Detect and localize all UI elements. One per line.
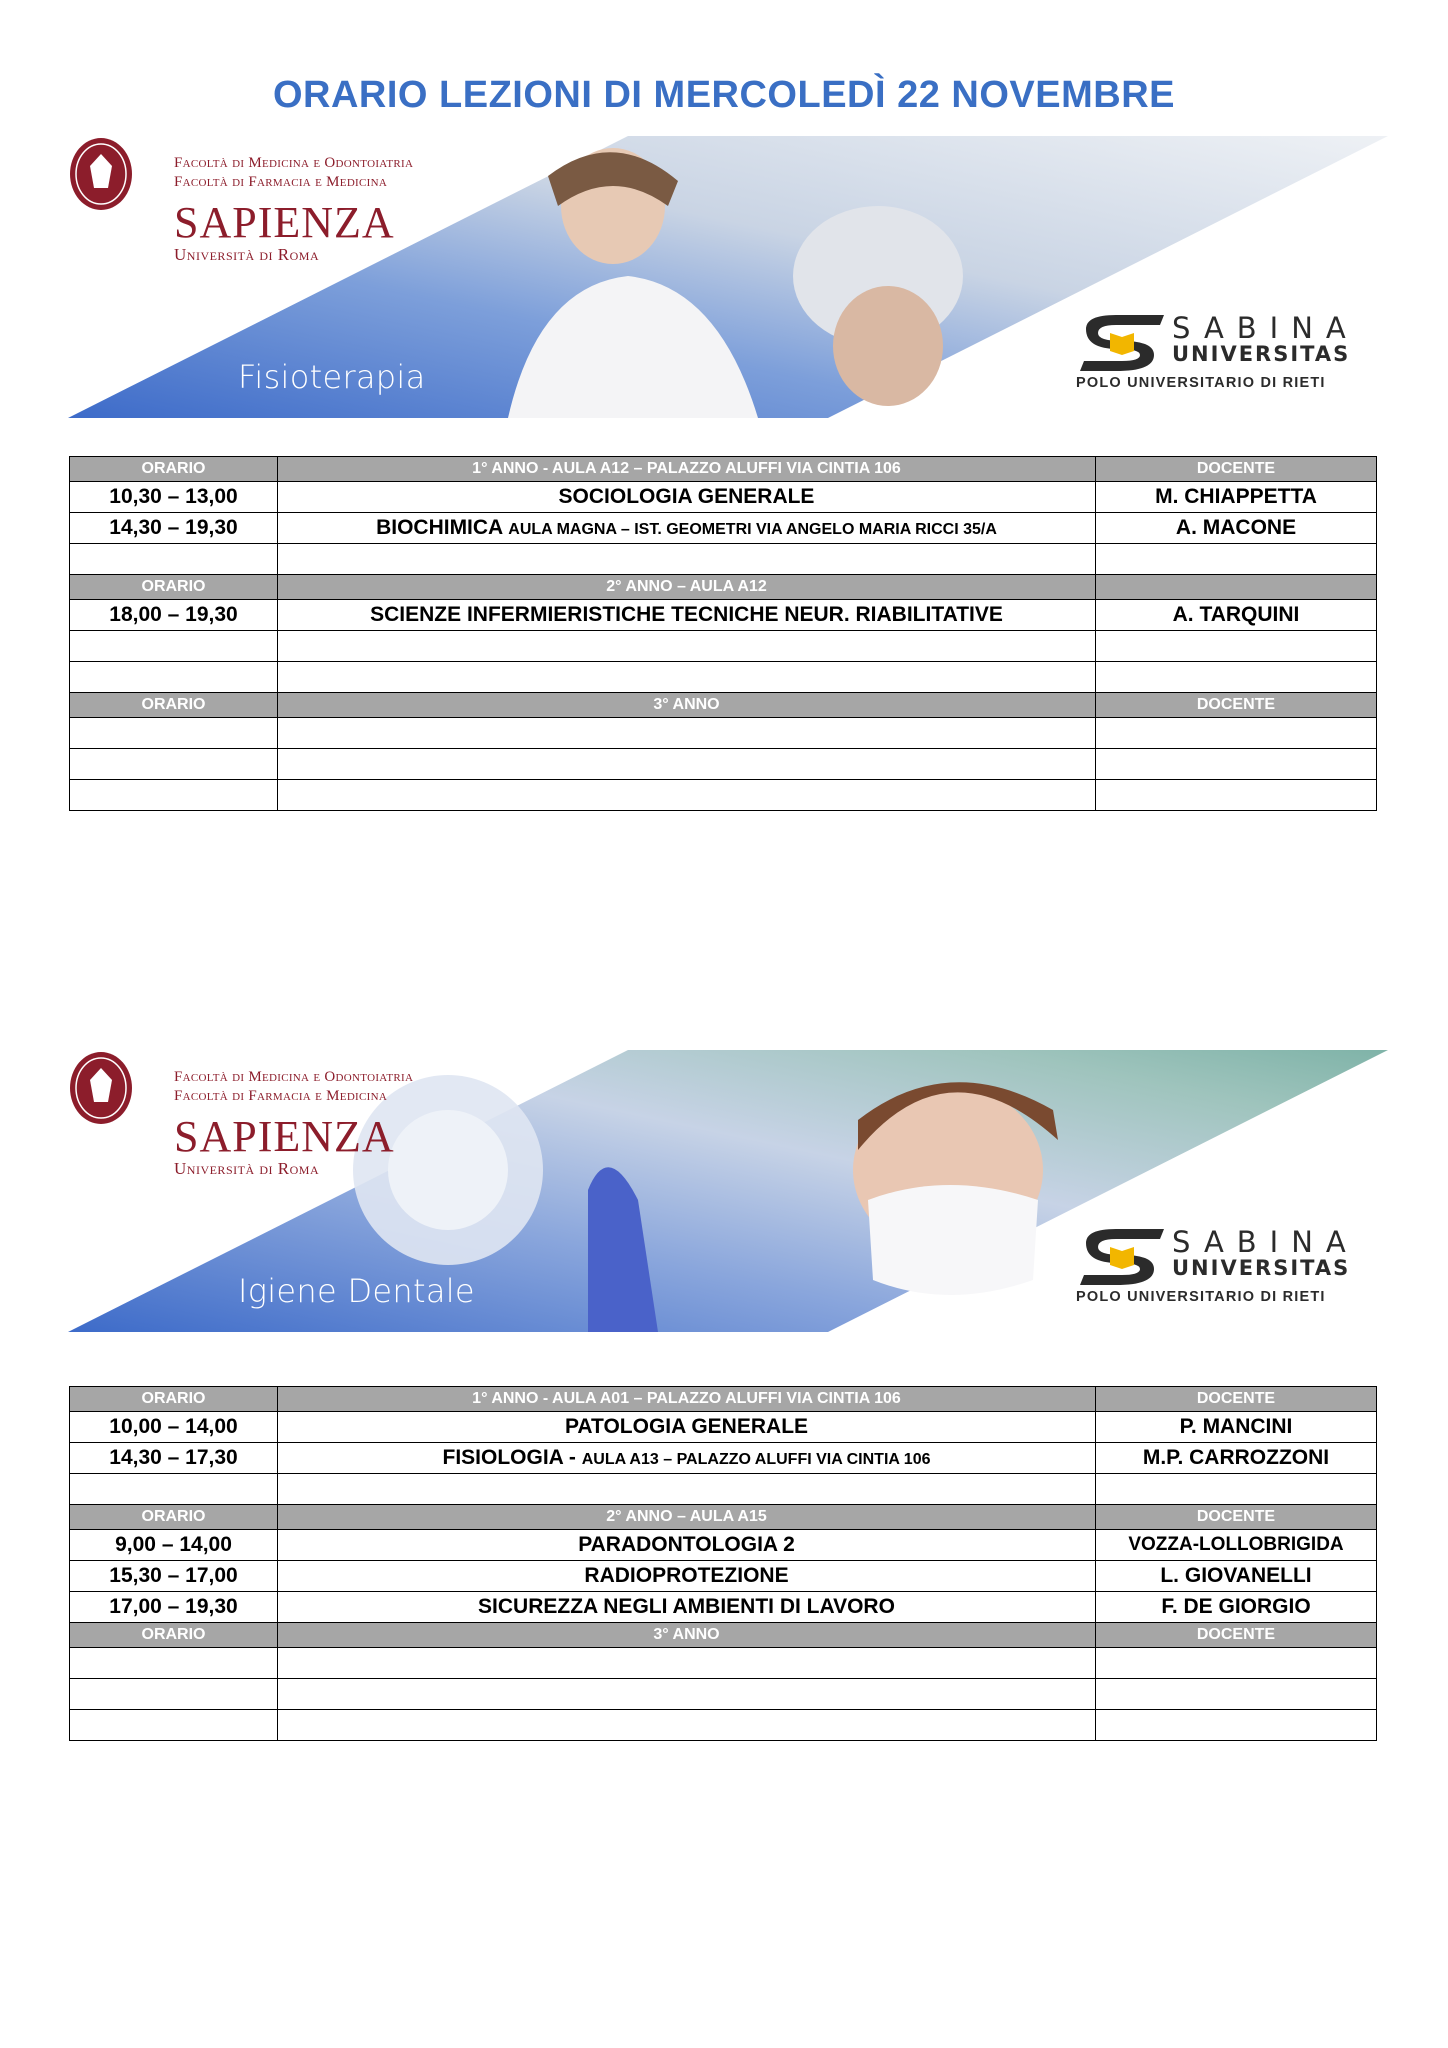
header-cell: ORARIO bbox=[70, 1387, 278, 1412]
table-row bbox=[70, 513, 1377, 544]
table-row bbox=[70, 1530, 1377, 1561]
time-cell: 14,30 – 17,30 bbox=[70, 1443, 278, 1474]
header-cell: 3° ANNO bbox=[278, 1623, 1096, 1648]
empty-row bbox=[70, 631, 1377, 662]
time-cell: 9,00 – 14,00 bbox=[70, 1530, 278, 1561]
sabina-polo: POLO UNIVERSITARIO DI RIETI bbox=[1076, 1289, 1326, 1305]
subject-cell bbox=[278, 1443, 1096, 1474]
empty-row bbox=[70, 718, 1377, 749]
empty-row bbox=[70, 1648, 1377, 1679]
university-name: SAPIENZA bbox=[174, 1112, 395, 1161]
sabina-sub: UNIVERSITAS bbox=[1172, 1256, 1351, 1280]
university-sub: Università di Roma bbox=[174, 1159, 320, 1178]
header-cell: ORARIO bbox=[70, 1505, 278, 1530]
teacher-cell: L. GIOVANELLI bbox=[1096, 1561, 1377, 1592]
table-row bbox=[70, 1592, 1377, 1623]
sapienza-logo bbox=[174, 1068, 413, 1178]
faculty-line-1: Facoltà di Medicina e Odontoiatria bbox=[174, 1069, 414, 1085]
header-cell: 1° ANNO - AULA A12 – PALAZZO ALUFFI VIA CINTIA 106 bbox=[278, 457, 1096, 482]
teacher-cell: F. DE GIORGIO bbox=[1096, 1592, 1377, 1623]
sabina-sub: UNIVERSITAS bbox=[1172, 342, 1351, 366]
header-cell: 3° ANNO bbox=[278, 693, 1096, 718]
sabina-logo bbox=[1076, 311, 1376, 391]
header-cell bbox=[1096, 575, 1377, 600]
subject-cell: SCIENZE INFERMIERISTICHE TECNICHE NEUR. RIABILITATIVE bbox=[278, 600, 1096, 631]
table-header-row bbox=[70, 575, 1377, 600]
subject-cell: PARADONTOLOGIA 2 bbox=[278, 1530, 1096, 1561]
page-title: ORARIO LEZIONI DI MERCOLEDÌ 22 NOVEMBRE bbox=[272, 74, 1176, 116]
empty-row bbox=[70, 544, 1377, 575]
time-cell: 10,00 – 14,00 bbox=[70, 1412, 278, 1443]
header-cell: 2° ANNO – AULA A15 bbox=[278, 1505, 1096, 1530]
banner-igiene-dentale bbox=[68, 1050, 1388, 1332]
sabina-logo bbox=[1076, 1225, 1376, 1305]
teacher-cell: A. MACONE bbox=[1096, 513, 1377, 544]
teacher-cell: M. CHIAPPETTA bbox=[1096, 482, 1377, 513]
empty-row bbox=[70, 1679, 1377, 1710]
header-cell: ORARIO bbox=[70, 457, 278, 482]
banner-fisioterapia bbox=[68, 136, 1388, 418]
empty-row bbox=[70, 749, 1377, 780]
table-row bbox=[70, 1412, 1377, 1443]
table-header-row bbox=[70, 1505, 1377, 1530]
subject-note: AULA A13 – PALAZZO ALUFFI VIA CINTIA 106 bbox=[581, 1451, 931, 1468]
patient-face bbox=[833, 286, 943, 406]
header-cell: DOCENTE bbox=[1096, 1623, 1377, 1648]
university-sub: Università di Roma bbox=[174, 245, 320, 264]
time-cell: 14,30 – 19,30 bbox=[70, 513, 278, 544]
empty-row bbox=[70, 780, 1377, 811]
header-cell: DOCENTE bbox=[1096, 693, 1377, 718]
teacher-cell: VOZZA-LOLLOBRIGIDA bbox=[1096, 1530, 1377, 1561]
header-cell: DOCENTE bbox=[1096, 457, 1377, 482]
time-cell: 10,30 – 13,00 bbox=[70, 482, 278, 513]
course-name: Fisioterapia bbox=[238, 358, 426, 396]
empty-row bbox=[70, 662, 1377, 693]
subject-cell: SOCIOLOGIA GENERALE bbox=[278, 482, 1096, 513]
subject-cell bbox=[278, 513, 1096, 544]
faculty-line-1: Facoltà di Medicina e Odontoiatria bbox=[174, 155, 414, 171]
schedule-table-fisioterapia bbox=[69, 456, 1377, 811]
faculty-line-2: Facoltà di Farmacia e Medicina bbox=[174, 174, 388, 190]
header-cell: ORARIO bbox=[70, 1623, 278, 1648]
header-cell: DOCENTE bbox=[1096, 1505, 1377, 1530]
table-row bbox=[70, 1561, 1377, 1592]
teacher-cell: P. MANCINI bbox=[1096, 1412, 1377, 1443]
table-header-row bbox=[70, 1387, 1377, 1412]
empty-row bbox=[70, 1710, 1377, 1741]
table-row bbox=[70, 482, 1377, 513]
teacher-cell: M.P. CARROZZONI bbox=[1096, 1443, 1377, 1474]
header-cell: ORARIO bbox=[70, 575, 278, 600]
time-cell: 17,00 – 19,30 bbox=[70, 1592, 278, 1623]
subject-cell: PATOLOGIA GENERALE bbox=[278, 1412, 1096, 1443]
header-cell: 2° ANNO – AULA A12 bbox=[278, 575, 1096, 600]
header-cell: DOCENTE bbox=[1096, 1387, 1377, 1412]
sabina-name: SABINA bbox=[1172, 311, 1359, 345]
schedule-table-igiene-dentale bbox=[69, 1386, 1377, 1741]
sapienza-seal-icon bbox=[68, 1050, 134, 1126]
subject-cell: RADIOPROTEZIONE bbox=[278, 1561, 1096, 1592]
course-name: Igiene Dentale bbox=[238, 1272, 475, 1310]
table-header-row bbox=[70, 1623, 1377, 1648]
sabina-polo: POLO UNIVERSITARIO DI RIETI bbox=[1076, 375, 1326, 391]
sabina-book-icon bbox=[1076, 311, 1168, 373]
table-header-row bbox=[70, 693, 1377, 718]
subject-cell: SICUREZZA NEGLI AMBIENTI DI LAVORO bbox=[278, 1592, 1096, 1623]
sapienza-seal-icon bbox=[68, 136, 134, 212]
time-cell: 18,00 – 19,30 bbox=[70, 600, 278, 631]
empty-row bbox=[70, 1474, 1377, 1505]
faculty-line-2: Facoltà di Farmacia e Medicina bbox=[174, 1088, 388, 1104]
subject-text: FISIOLOGIA - bbox=[442, 1446, 576, 1469]
subject-note: AULA MAGNA – IST. GEOMETRI VIA ANGELO MARIA RICCI 35/A bbox=[508, 521, 997, 538]
sapienza-logo bbox=[174, 154, 413, 264]
teacher-cell: A. TARQUINI bbox=[1096, 600, 1377, 631]
time-cell: 15,30 – 17,00 bbox=[70, 1561, 278, 1592]
header-cell: 1° ANNO - AULA A01 – PALAZZO ALUFFI VIA CINTIA 106 bbox=[278, 1387, 1096, 1412]
sabina-book-icon bbox=[1076, 1225, 1168, 1287]
table-row bbox=[70, 1443, 1377, 1474]
table-row bbox=[70, 600, 1377, 631]
subject-text: BIOCHIMICA bbox=[376, 516, 503, 539]
sabina-name: SABINA bbox=[1172, 1225, 1359, 1259]
table-header-row bbox=[70, 457, 1377, 482]
university-name: SAPIENZA bbox=[174, 198, 395, 247]
header-cell: ORARIO bbox=[70, 693, 278, 718]
face-mask bbox=[868, 1185, 1038, 1295]
